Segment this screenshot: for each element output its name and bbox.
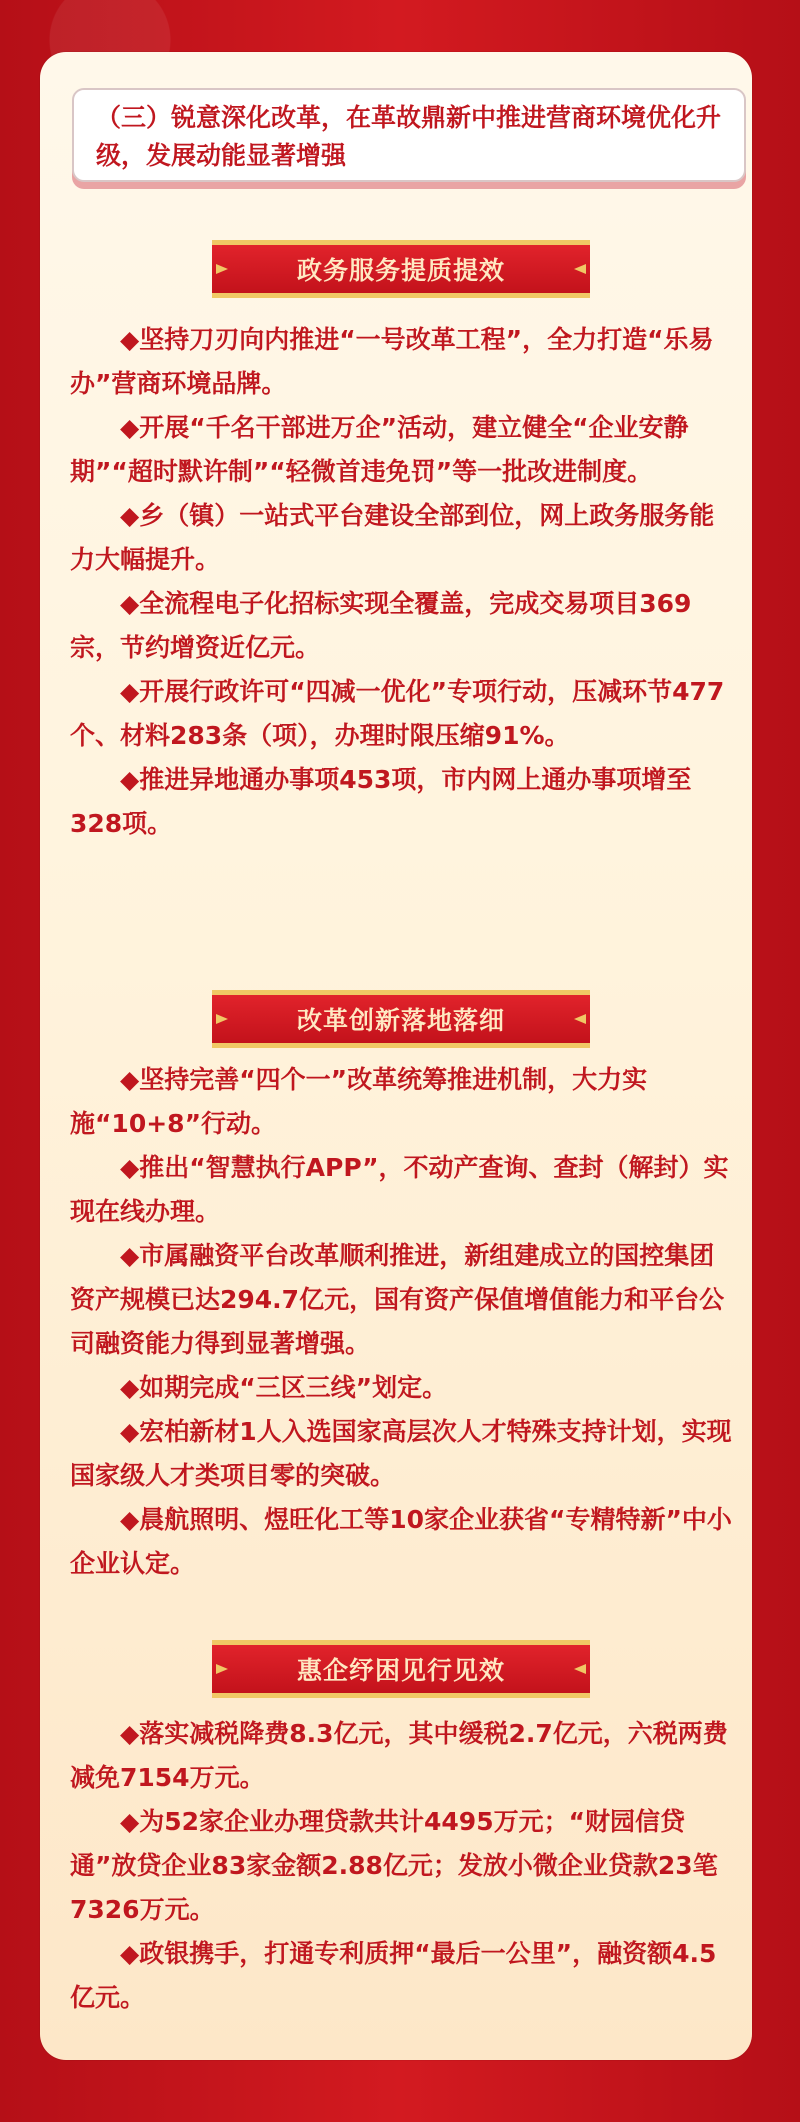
heading-box <box>72 88 746 182</box>
banner-left-arrow-icon <box>216 1664 228 1674</box>
list-item: ◆宏柏新材1人入选国家高层次人才特殊支持计划，实现国家级人才类项目零的突破。 <box>70 1417 732 1490</box>
section-banner-3 <box>212 1640 590 1698</box>
list-item: ◆落实减税降费8.3亿元，其中缓税2.7亿元，六税两费减免7154万元。 <box>70 1719 728 1792</box>
list-item: ◆开展行政许可“四减一优化”专项行动，压减环节477个、材料283条（项），办理时限压缩91%。 <box>70 677 725 750</box>
section-title: 改革创新落地落细 <box>296 1006 505 1035</box>
section-list-2 <box>70 1058 734 1586</box>
page-heading: （三）锐意深化改革，在革故鼎新中推进营商环境优化升级，发展动能显著增强 <box>96 103 722 170</box>
banner-body <box>212 995 590 1043</box>
list-item: ◆开展“千名干部进万企”活动，建立健全“企业安静期”“超时默许制”“轻微首违免罚”等一批改进制度。 <box>70 413 689 486</box>
list-item: ◆全流程电子化招标实现全覆盖，完成交易项目369宗，节约增资近亿元。 <box>70 589 692 662</box>
section-banner-2 <box>212 990 590 1048</box>
banner-body <box>212 1645 590 1693</box>
list-item: ◆如期完成“三区三线”划定。 <box>120 1373 448 1402</box>
section-list-3 <box>70 1712 734 2020</box>
banner-body <box>212 245 590 293</box>
section-title: 政务服务提质提效 <box>296 256 505 285</box>
banner-bottom-border <box>212 1693 590 1698</box>
banner-right-arrow-icon <box>574 264 586 274</box>
list-item: ◆推进异地通办事项453项，市内网上通办事项增至328项。 <box>70 765 692 838</box>
list-item: ◆晨航照明、煜旺化工等10家企业获省“专精特新”中小企业认定。 <box>70 1505 732 1578</box>
section-title: 惠企纾困见行见效 <box>296 1656 505 1685</box>
banner-bottom-border <box>212 1043 590 1048</box>
list-item: ◆推出“智慧执行APP”，不动产查询、查封（解封）实现在线办理。 <box>70 1153 729 1226</box>
section-list-1 <box>70 318 734 846</box>
section-banner-1 <box>212 240 590 298</box>
list-item: ◆为52家企业办理贷款共计4495万元；“财园信贷通”放贷企业83家金额2.88亿元；发放小微企业贷款23笔7326万元。 <box>70 1807 718 1924</box>
banner-right-arrow-icon <box>574 1014 586 1024</box>
list-item: ◆政银携手，打通专利质押“最后一公里”，融资额4.5亿元。 <box>70 1939 717 2012</box>
banner-right-arrow-icon <box>574 1664 586 1674</box>
banner-left-arrow-icon <box>216 264 228 274</box>
list-item: ◆乡（镇）一站式平台建设全部到位，网上政务服务能力大幅提升。 <box>70 501 715 574</box>
banner-left-arrow-icon <box>216 1014 228 1024</box>
list-item: ◆市属融资平台改革顺利推进，新组建成立的国控集团资产规模已达294.7亿元，国有资产保值增值能力和平台公司融资能力得到显著增强。 <box>70 1241 725 1358</box>
list-item: ◆坚持完善“四个一”改革统筹推进机制，大力实施“10+8”行动。 <box>70 1065 648 1138</box>
list-item: ◆坚持刀刃向内推进“一号改革工程”，全力打造“乐易办”营商环境品牌。 <box>70 325 714 398</box>
banner-bottom-border <box>212 293 590 298</box>
